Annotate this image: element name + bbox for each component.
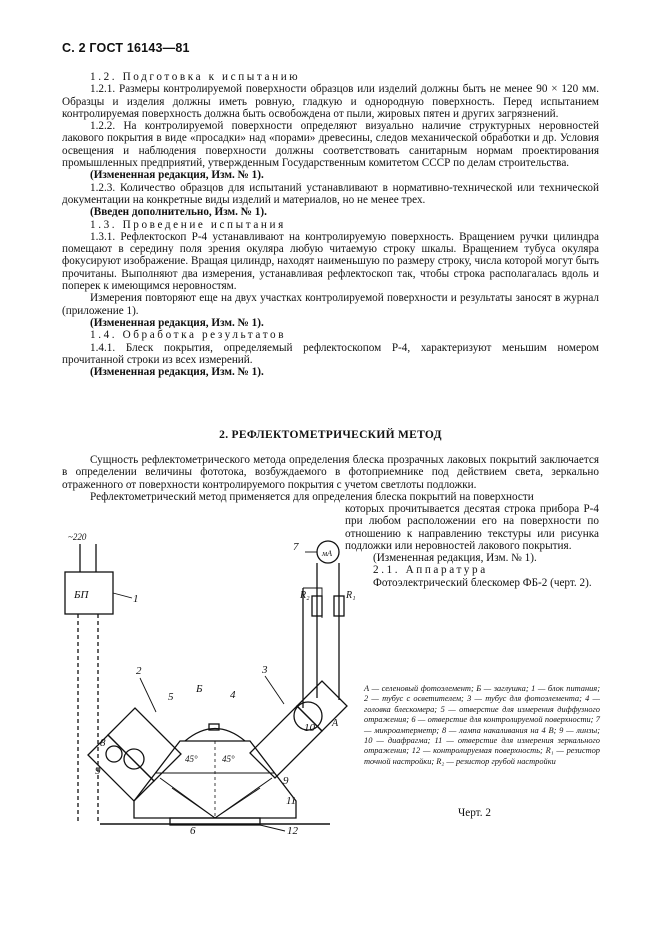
callout-11: 11 [286,795,297,807]
amendment-note: (Измененная редакция, Изм. № 1). [90,169,264,182]
paragraph: 1.2.2. На контролируемой поверхности определяют визуально наличие структурных неровностей лакового покрытия в виде «просадки» над «порами» древесины, следов механической обработки и др. Условия освещения и наблюдения поверхности должны соответствовать санитарным нормам проектирования промышленных предприятий, утвержденным Государственным комитетом СССР по делам строительства. [62,120,599,170]
paragraph: Измерения повторяют еще на двух участках контролируемой поверхности и результаты заносят в журнал (приложение 1). [62,292,599,317]
section-2-intro [62,454,599,503]
subsection-heading: 1.2. Подготовка к испытанию [90,71,301,83]
paragraph: 1.3.1. Рефлектоскоп Р-4 устанавливают на контролируемую поверхность. Вращением ручки цилиндра помещают в середину поля зрения окуляра любую читаемую строку шкалы. Вращением тубуса окуляра фокусируют изображение. Вращая цилиндр, находят наименьшую по размеру строку, числа которой могут быть прочитаны. Выполняют два измерения, устанавливая рефлектоскоп так, чтобы строка располагалась вдоль и поперек к имеющимся неровностям. [62,230,599,293]
power-supply-box [65,572,113,614]
paragraph: 1.4.1. Блеск покрытия, определяемый рефлектоскопом Р-4, характеризуют меньшим номером прочитанной строки из всех измерений. [62,341,599,366]
label-b: Б [196,683,203,695]
section-2-right-column [345,503,599,589]
section-2-title: 2. РЕФЛЕКТОМЕТРИЧЕСКИЙ МЕТОД [219,429,442,441]
amendment-note: (Введен дополнительно, Изм. № 1). [90,206,267,219]
lamp-bulb [106,746,122,762]
label-r1: R₁ [346,590,356,601]
callout-9-left: 9 [95,765,101,777]
callout-1: 1 [133,593,139,605]
subsection-heading: 2.1. Аппаратура [373,564,488,577]
paragraph: Рефлектометрический метод применяется для определения блеска покрытий на поверхности [90,490,534,503]
leader-line [140,678,156,712]
callout-12: 12 [287,825,298,837]
reflected-ray [215,788,260,818]
callout-6: 6 [190,825,196,837]
label-a: А [332,718,339,729]
photocell-tube-body [250,706,322,778]
page-header: С. 2 ГОСТ 16143—81 [62,41,190,55]
callout-5: 5 [168,691,174,703]
figure-caption: Черт. 2 [458,807,491,819]
leader-line [113,593,132,598]
callout-4: 4 [230,689,236,701]
label-r2: R₂ [300,590,310,601]
leader-line [265,676,284,704]
incident-ray [172,788,215,818]
amendment-note: (Измененная редакция, Изм. № 1). [90,366,264,379]
section-1 [62,71,599,378]
subsection-heading: 1.3. Проведение испытания [90,218,286,231]
figure-legend: А — селеновый фотоэлемент; Б — заглушка; 1 — блок питания; 2 — тубус с осветителем; 3 — тубус для фотоэлемента; 4 — головка блескомера; 5 — отверстие для измерения диффузного отражения; 6 — отверстие для контролируемой поверхности; 7 — микроамперметр; 8 — лампа накаливания на 4 В; 9 — линзы; 10 — диафрагма; 11 — отверстие для измерения зеркального отражения; 12 — контролируемая поверхность; R₁ — резистор точной настройки; R₂ — резистор грубой настройки [364,684,600,766]
amendment-note: (Измененная редакция, Изм. № 1). [373,552,537,565]
lamp-circle [124,749,144,769]
callout-10: 10 [304,722,315,734]
angle-left: 45° [185,754,198,764]
callout-3: 3 [262,664,268,676]
callout-7: 7 [293,541,299,553]
angle-right: 45° [222,754,235,764]
paragraph: Сущность рефлектометрического метода определения блеска прозрачных лаковых покрытий заключается в определении величины фототока, возбуждаемого в фотоприемнике под действием света, зеркально отраженного от поверхности контролируемого покрытия с учетом светлоты подложки. [62,454,599,491]
lamp-tube-inner [108,708,181,781]
meter-label: мА [322,549,332,558]
paragraph: 1.2.1. Размеры контролируемой поверхности образцов или изделий должны быть не менее 90 × 120 мм. Образцы и изделия должны иметь ровную, гладкую и однородную поверхность. Перед испытанием контролируемая поверхность должна быть освобождена от пыли, жировых пятен и других загрязнений. [62,83,599,120]
psu-label: БП [74,589,89,601]
paragraph: 1.2.3. Количество образцов для испытаний устанавливают в нормативно-технической или технической документации на конкретные виды изделий и материалов, но не менее трех. [62,181,599,206]
paragraph: которых прочитывается десятая строка прибора Р-4 при любом расположении его на поверхности по отношению к направлению текстуры или рисунка подложки или неровностей лакового покрытия. [345,503,599,552]
leader-line [260,825,285,831]
callout-8: 8 [100,737,106,749]
subsection-heading: 1.4. Обработка результатов [90,329,287,342]
paragraph: Фотоэлектрический блескомер ФБ-2 (черт. 2). [373,576,592,589]
callout-2: 2 [136,665,142,677]
supply-label: ~220 [68,532,87,542]
callout-9-right: 9 [283,775,289,787]
gloss-meter-diagram [60,528,360,838]
amendment-note: (Измененная редакция, Изм. № 1). [90,316,264,329]
